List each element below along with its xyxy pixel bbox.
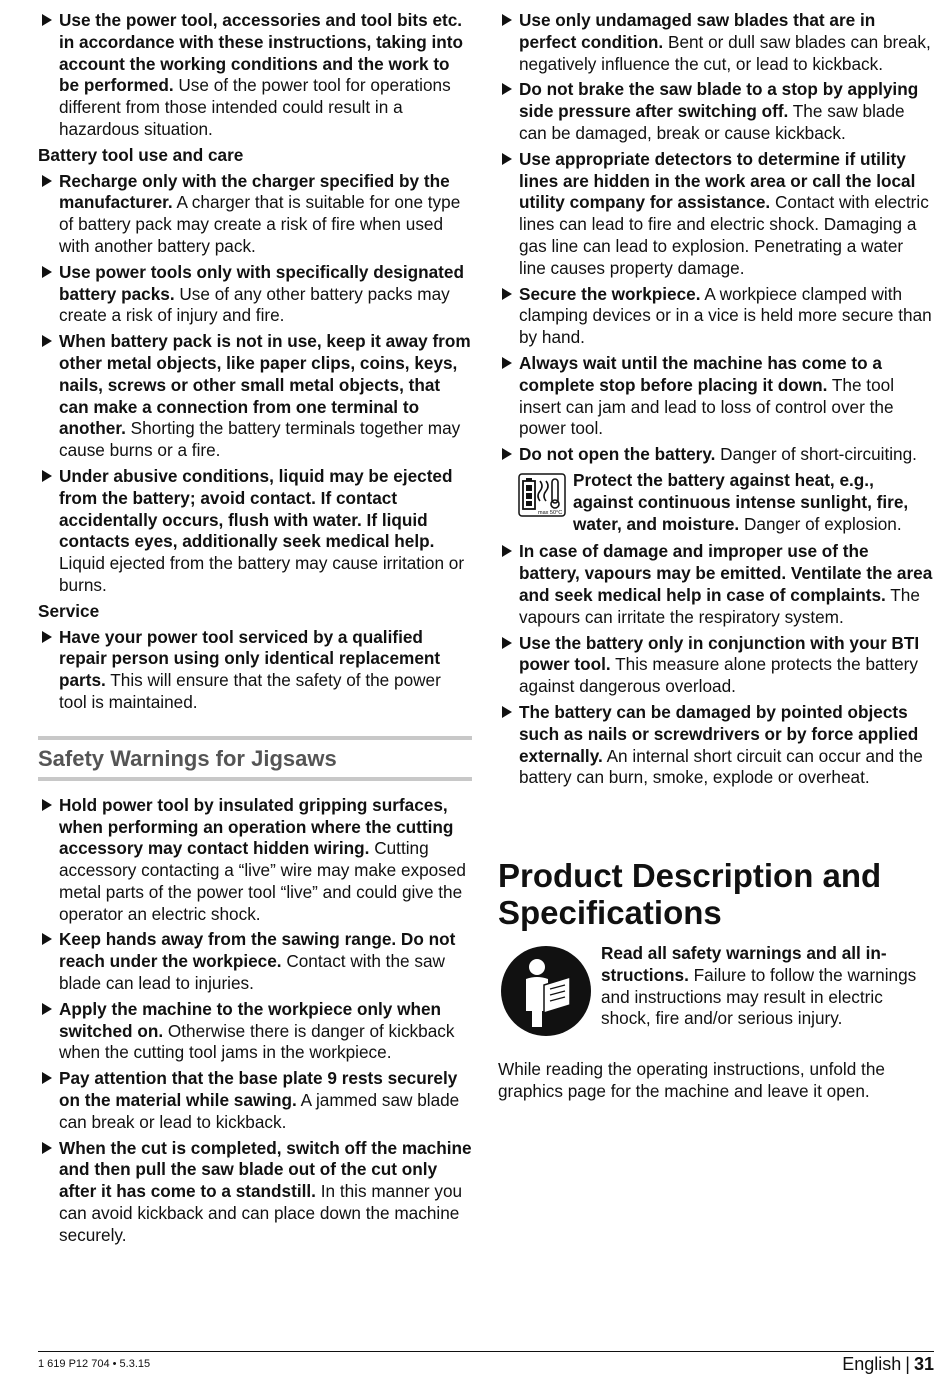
bullet-arrow-icon	[42, 799, 52, 811]
item-text: Use of any other battery packs may create a risk of injury and fire.	[59, 283, 450, 326]
item-text: Contact with electric lines can lead to fire and electric shock. Damaging a gas line can lead to explosion. Penetrating a water line causes property damage.	[519, 192, 929, 278]
item-text: A workpiece clamped with clamping devices or in a vice is held more secure than by hand.	[519, 283, 932, 348]
bullet-arrow-icon	[42, 933, 52, 945]
item-text: In this manner you can avoid kickback and can place down the machine securely.	[59, 1181, 463, 1245]
item-bold: Apply the machine to the workpiece only when switched on.	[59, 998, 442, 1041]
item-text: This will ensure that the safety of the power tool is maintained.	[59, 670, 441, 712]
bullet-arrow-icon	[502, 448, 512, 460]
item-text: Cutting accessory contacting a “live” wire may make exposed metal parts of the power tool “live” and could give the operator an electric shock.	[59, 838, 466, 924]
list-item	[498, 149, 934, 280]
list-item	[38, 10, 472, 141]
note-text: Danger of explosion.	[739, 513, 902, 534]
item-text: Danger of short-circuiting.	[715, 444, 917, 465]
list-item	[38, 795, 472, 926]
item-text: Contact with the saw blade can lead to injuries.	[59, 951, 445, 994]
list-item	[498, 10, 934, 75]
item-bold: Use the battery only in conjunction with your BTI power tool.	[519, 632, 920, 675]
saw-items	[498, 10, 934, 466]
item-text: The tool insert can jam and lead to loss of control over the power tool.	[519, 374, 895, 439]
item-bold: Secure the workpiece.	[519, 283, 701, 304]
closing-paragraph: While reading the operating instructions, unfold the graphics page for the machine and leave it open.	[498, 1059, 885, 1101]
list-item	[498, 284, 934, 349]
item-bold: Use the power tool, accessories and tool bits etc. in accordance with these instructions, taking into account the working conditions and the work to be performed.	[59, 10, 463, 96]
bullet-arrow-icon	[42, 14, 52, 26]
jigsaw-items	[38, 795, 472, 1247]
list-item	[38, 171, 472, 258]
item-text: Shorting the battery terminals together may cause burns or a fire.	[59, 418, 461, 461]
item-bold: Recharge only with the charger specified by the manufacturer.	[59, 170, 450, 213]
bullet-arrow-icon	[502, 545, 512, 557]
list-item	[38, 1068, 472, 1133]
jigsaw-section-heading: Safety Warnings for Jigsaws	[38, 736, 472, 781]
product-section-title: Product Description and Specifications	[498, 857, 882, 932]
page-footer	[842, 1354, 934, 1375]
item-text: Liquid ejected from the battery may cause irritation or burns.	[59, 553, 465, 595]
battery-heading: Battery tool use and care	[38, 144, 244, 165]
bullet-arrow-icon	[502, 357, 512, 369]
item-bold: Do not brake the saw blade to a stop by applying side pressure after switching off.	[519, 79, 919, 122]
list-item	[498, 79, 934, 144]
item-bold: When the cut is completed, switch off the machine and then pull the saw blade out of the cut only after it has come to a standstill.	[59, 1137, 472, 1202]
item-text: Use of the power tool for operations different from those intended could result in a hazardous situation.	[59, 75, 451, 139]
list-item	[38, 627, 472, 714]
item-text: An internal short circuit can occur and the battery can burn, smoke, explode or overheat.	[519, 745, 923, 788]
read-manual-icon	[500, 945, 592, 1037]
list-item	[498, 444, 934, 466]
bullet-arrow-icon	[502, 706, 512, 718]
list-item	[38, 999, 472, 1064]
bullet-arrow-icon	[42, 1003, 52, 1015]
item-text: Bent or dull saw blades can break, negatively influence the cut, or lead to kickback.	[519, 31, 931, 74]
list-item	[38, 262, 472, 327]
item-text: This measure alone protects the battery against dangerous overload.	[519, 654, 918, 697]
bullet-arrow-icon	[502, 153, 512, 165]
bullet-arrow-icon	[42, 470, 52, 482]
bullet-arrow-icon	[42, 631, 52, 643]
note-bold: Protect the battery against heat, e.g., against continuous intense sunlight, fire, water, and moisture.	[573, 469, 909, 534]
service-items	[38, 627, 472, 714]
read-instructions-note	[498, 943, 934, 1053]
item-bold: Keep hands away from the sawing range. Do not reach under the workpiece.	[59, 929, 456, 972]
item-bold: Use power tools only with specifically designated battery packs.	[59, 261, 464, 304]
icon-label: max 50°C	[538, 509, 563, 516]
page-number: 31	[913, 1354, 934, 1374]
bullet-arrow-icon	[42, 1142, 52, 1154]
item-bold: Use only undamaged saw blades that are in perfect condition.	[519, 10, 876, 52]
read-note-text	[601, 943, 934, 1030]
item-bold: Always wait until the machine has come to a complete stop before placing it down.	[519, 352, 882, 395]
list-item	[498, 702, 934, 789]
heat-note-text	[573, 470, 934, 535]
note-bold: Read all safety warnings and all instructions.	[601, 943, 887, 985]
bullet-arrow-icon	[42, 335, 52, 347]
list-item	[38, 929, 472, 994]
item-text: Otherwise there is danger of kickback when the cutting tool jams in the workpiece.	[59, 1020, 455, 1063]
bullet-arrow-icon	[42, 1072, 52, 1084]
item-bold: Under abusive conditions, liquid may be ejected from the battery; avoid contact. If contact accidentally occurs, flush with water. If liquid contacts eyes, additionally seek medical help.	[59, 465, 453, 552]
footer-language: English	[842, 1354, 902, 1374]
footer-divider	[38, 1351, 934, 1352]
list-item	[38, 466, 472, 597]
footer-separator: |	[905, 1354, 910, 1374]
left-column	[38, 10, 472, 1251]
battery-heat-icon	[518, 473, 566, 517]
bullet-arrow-icon	[502, 288, 512, 300]
item-bold: Do not open the battery.	[519, 444, 716, 465]
item-bold: The battery can be damaged by pointed objects such as nails or screwdrivers or by force applied externally.	[519, 701, 919, 766]
item-bold: Pay attention that the base plate 9 rests securely on the material while sawing.	[59, 1068, 458, 1111]
note-text: Failure to follow the warnings and instructions may result in electric shock, fire and/or serious injury.	[601, 964, 917, 1029]
list-item	[38, 1138, 472, 1247]
list-item	[498, 353, 934, 440]
item-bold: In case of damage and improper use of the battery, vapours may be emitted. Ventilate the area and seek medical help in case of complaints.	[519, 541, 933, 605]
item-bold: Have your power tool serviced by a qualified repair person using only identical replacement parts.	[59, 626, 441, 691]
item-bold: When battery pack is not in use, keep it away from other metal objects, like paper clips, coins, keys, nails, screws or other small metal objects, that can make a connection from one terminal to another.	[59, 331, 471, 439]
item-text: The saw blade can be damaged, break or cause kickback.	[519, 101, 905, 143]
list-item	[38, 331, 472, 462]
bullet-arrow-icon	[502, 637, 512, 649]
service-heading: Service	[38, 600, 100, 621]
bullet-arrow-icon	[502, 14, 512, 26]
item-text: The vapours can irritate the respiratory system.	[519, 584, 920, 627]
right-column	[498, 10, 934, 1103]
heat-warning-note	[498, 470, 934, 535]
general-items	[38, 10, 472, 141]
bullet-arrow-icon	[42, 175, 52, 187]
list-item	[498, 633, 934, 698]
item-bold: Hold power tool by insulated gripping surfaces, when performing an operation where the cutting accessory may contact hidden wiring.	[59, 794, 454, 859]
bullet-arrow-icon	[502, 83, 512, 95]
item-text: A jammed saw blade can break or lead to kickback.	[59, 1090, 460, 1132]
item-text: A charger that is suitable for one type of battery pack may create a risk of fire when used with another battery pack.	[59, 192, 461, 256]
battery-warning-items	[498, 541, 934, 789]
battery-items	[38, 171, 472, 597]
item-bold: Use appropriate detectors to determine if utility lines are hidden in the work area or call the local utility company for assistance.	[519, 148, 916, 213]
doc-number: 1 619 P12 704 • 5.3.15	[38, 1358, 151, 1370]
bullet-arrow-icon	[42, 266, 52, 278]
list-item	[498, 541, 934, 628]
